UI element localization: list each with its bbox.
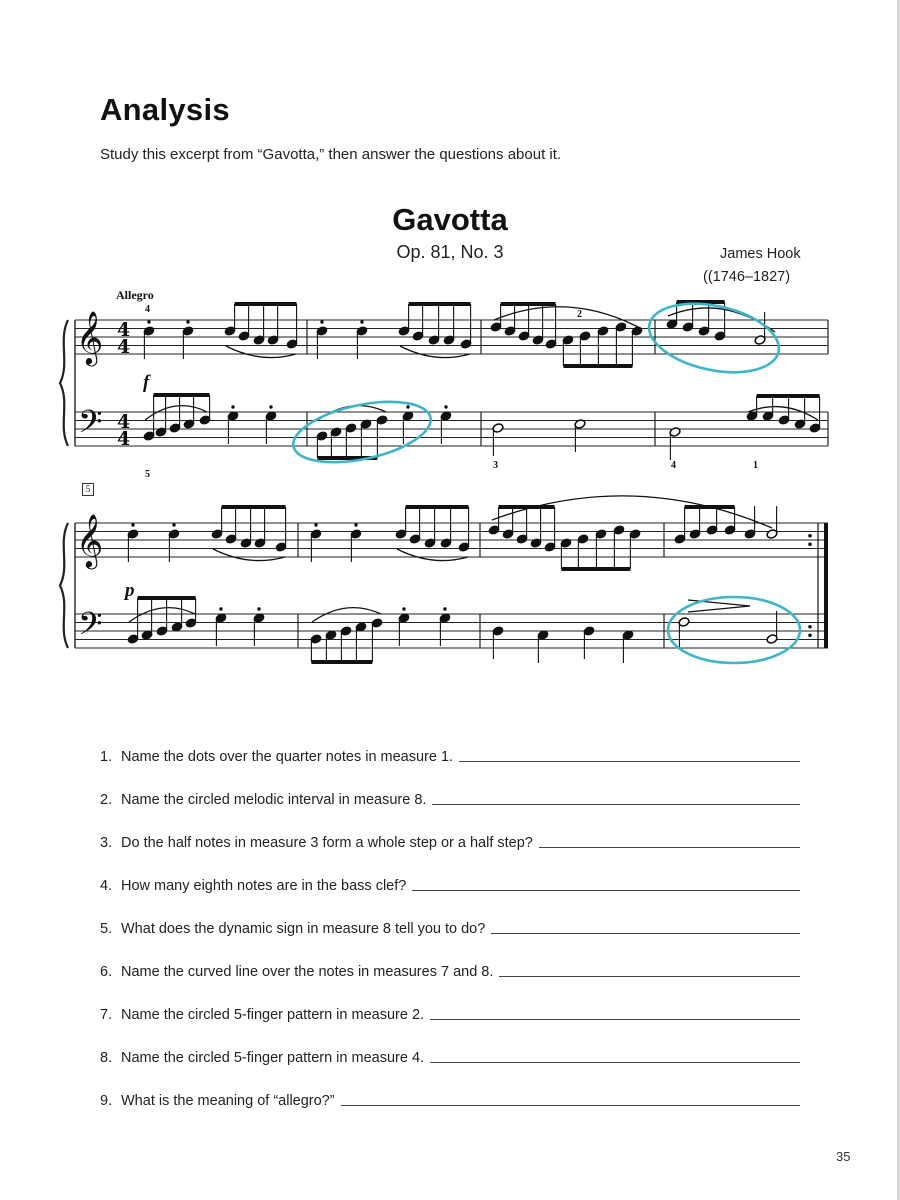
opus-number: Op. 81, No. 3	[396, 242, 504, 262]
staccato-dot	[186, 320, 189, 323]
slur	[213, 549, 285, 561]
question-number: 8.	[100, 1050, 113, 1066]
question-text: Name the circled 5-finger pattern in measure 2.	[121, 1007, 425, 1023]
treble-clef: 𝄞	[76, 310, 104, 365]
fingering-m3-bass: 3	[493, 460, 498, 471]
staccato-dot	[172, 523, 175, 526]
question-number: 1.	[100, 749, 113, 765]
staccato-dot	[269, 405, 272, 408]
answer-line[interactable]	[341, 1105, 800, 1106]
time-signature-bottom: 4	[117, 428, 131, 450]
staccato-dot	[147, 320, 150, 323]
bass-clef: 𝄢	[78, 403, 103, 448]
staccato-dot	[257, 607, 260, 610]
dynamic-forte: f	[143, 372, 150, 393]
question-text: Name the curved line over the notes in measures 7 and 8.	[121, 964, 494, 980]
question-text: Name the circled melodic interval in measure 8.	[121, 792, 427, 808]
staccato-dot	[406, 405, 409, 408]
treble-clef: 𝄞	[76, 513, 104, 568]
question-number: 3.	[100, 835, 113, 851]
time-signature-bottom: 4	[117, 336, 131, 358]
page-heading: Analysis	[100, 92, 230, 127]
score-notation	[60, 293, 828, 663]
answer-line[interactable]	[412, 890, 800, 891]
staccato-dot	[131, 523, 134, 526]
measure-number-box: 5	[82, 483, 94, 496]
answer-line[interactable]	[432, 804, 800, 805]
slur	[397, 549, 468, 561]
slur	[145, 406, 207, 420]
question-number: 9.	[100, 1093, 113, 1109]
question-number: 7.	[100, 1007, 113, 1023]
time-signature-top: 4	[117, 411, 131, 433]
staccato-dot	[314, 523, 317, 526]
composer-name: James Hook	[720, 246, 801, 262]
dynamic-piano: p	[125, 580, 135, 601]
page-number: 35	[836, 1149, 851, 1164]
question-number: 2.	[100, 792, 113, 808]
question-text: Name the circled 5-finger pattern in measure 4.	[121, 1050, 425, 1066]
question-item	[100, 894, 800, 937]
slur	[129, 608, 195, 622]
answer-line[interactable]	[491, 933, 800, 934]
staccato-dot	[444, 405, 447, 408]
fingering-m4-bass-4: 4	[671, 460, 676, 471]
fingering-m3-treble: 2	[577, 309, 582, 320]
answer-line[interactable]	[430, 1019, 800, 1020]
question-list	[100, 722, 800, 1109]
question-item	[100, 722, 800, 765]
slur	[400, 346, 470, 358]
answer-line[interactable]	[430, 1062, 800, 1063]
question-text: What does the dynamic sign in measure 8 tell you to do?	[121, 921, 486, 937]
question-item	[100, 765, 800, 808]
answer-line[interactable]	[459, 761, 800, 762]
repeat-dot	[808, 542, 812, 546]
question-text: Name the dots over the quarter notes in measure 1.	[121, 749, 454, 765]
fingering-m1-treble: 4	[145, 304, 150, 315]
repeat-dot	[808, 625, 812, 629]
staccato-dot	[320, 320, 323, 323]
staccato-dot	[402, 607, 405, 610]
question-text: Do the half notes in measure 3 form a whole step or a half step?	[121, 835, 533, 851]
question-item	[100, 808, 800, 851]
staccato-dot	[219, 607, 222, 610]
staccato-dot	[231, 405, 234, 408]
question-item	[100, 851, 800, 894]
repeat-dot	[808, 534, 812, 538]
piece-title: Gavotta	[392, 202, 508, 237]
staccato-dot	[360, 320, 363, 323]
fingering-m4-bass-1: 1	[753, 460, 758, 471]
question-item	[100, 1023, 800, 1066]
repeat-dot	[808, 633, 812, 637]
question-number: 5.	[100, 921, 113, 937]
bass-clef: 𝄢	[78, 605, 103, 650]
slur	[312, 608, 381, 622]
fingering-m1-bass: 5	[145, 469, 150, 480]
highlight-circle-measure-8	[668, 597, 800, 663]
staccato-dot	[354, 523, 357, 526]
question-text: How many eighth notes are in the bass clef?	[121, 878, 407, 894]
answer-line[interactable]	[539, 847, 800, 848]
highlight-circle-measure-2	[288, 391, 436, 473]
composer-dates: ((1746–1827)	[703, 269, 791, 285]
brace	[60, 523, 68, 648]
question-item	[100, 980, 800, 1023]
instruction-text: Study this excerpt from “Gavotta,” then answer the questions about it.	[100, 146, 562, 163]
slur	[226, 346, 296, 358]
answer-line[interactable]	[499, 976, 800, 977]
question-item	[100, 937, 800, 980]
question-number: 6.	[100, 964, 113, 980]
question-text: What is the meaning of “allegro?”	[121, 1093, 335, 1109]
time-signature-top: 4	[117, 319, 131, 341]
question-number: 4.	[100, 878, 113, 894]
staccato-dot	[443, 607, 446, 610]
question-item	[100, 1066, 800, 1109]
tempo-marking: Allegro	[116, 288, 154, 302]
brace	[60, 320, 68, 446]
